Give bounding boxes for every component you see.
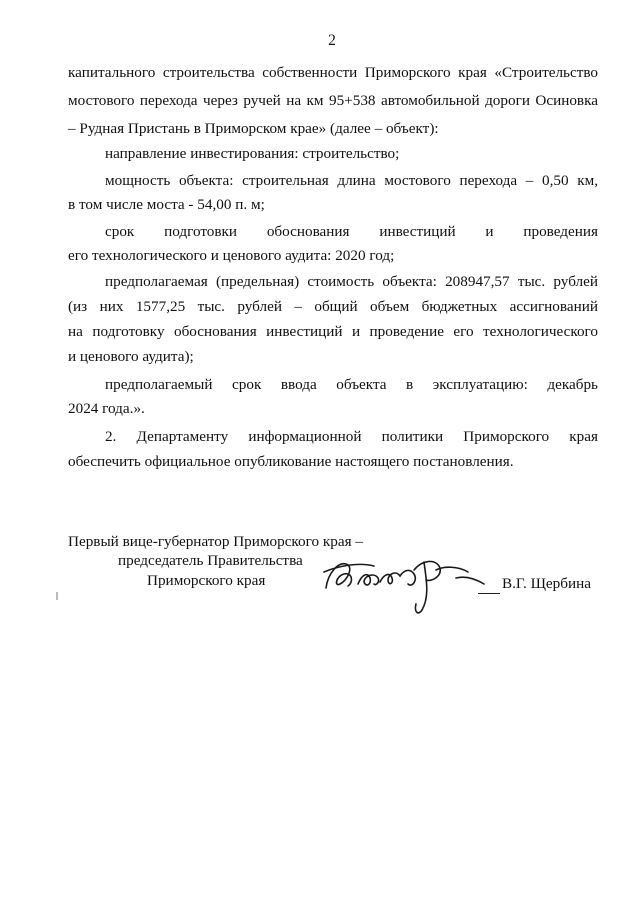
page-number: 2 — [328, 32, 336, 49]
handwritten-signature — [318, 548, 490, 618]
signature-underline — [478, 593, 500, 594]
body-line: обеспечить официальное опубликование настоящего постановления. — [68, 453, 514, 470]
body-line: мостового перехода через ручей на км 95+538 автомобильной дороги Осиновка — [68, 92, 598, 109]
body-line: на подготовку обоснования инвестиций и проведение его технологического — [68, 323, 598, 340]
signatory-position: Приморского края — [147, 572, 266, 589]
body-line: 2024 года.». — [68, 400, 145, 417]
signatory-position: председатель Правительства — [118, 552, 303, 569]
signatory-position: Первый вице-губернатор Приморского края – — [68, 533, 363, 550]
body-line: 2. Департаменту информационной политики Приморского края — [105, 428, 598, 445]
margin-mark — [56, 592, 58, 600]
body-line: (из них 1577,25 тыс. рублей – общий объем бюджетных ассигнований — [68, 298, 598, 315]
signatory-name: В.Г. Щербина — [502, 575, 591, 592]
body-line: предполагаемый срок ввода объекта в эксплуатацию: декабрь — [105, 376, 598, 393]
body-line: капитального строительства собственности Приморского края «Строительство — [68, 64, 598, 81]
body-line: срок подготовки обоснования инвестиций и проведения — [105, 223, 598, 240]
body-line: и ценового аудита); — [68, 348, 194, 365]
body-line: предполагаемая (предельная) стоимость объекта: 208947,57 тыс. рублей — [105, 273, 598, 290]
body-line: направление инвестирования: строительство; — [105, 145, 400, 162]
body-line: – Рудная Пристань в Приморском крае» (далее – объект): — [68, 120, 439, 137]
body-line: в том числе моста - 54,00 п. м; — [68, 196, 265, 213]
body-line: мощность объекта: строительная длина мостового перехода – 0,50 км, — [105, 172, 598, 189]
body-line: его технологического и ценового аудита: 2020 год; — [68, 247, 395, 264]
